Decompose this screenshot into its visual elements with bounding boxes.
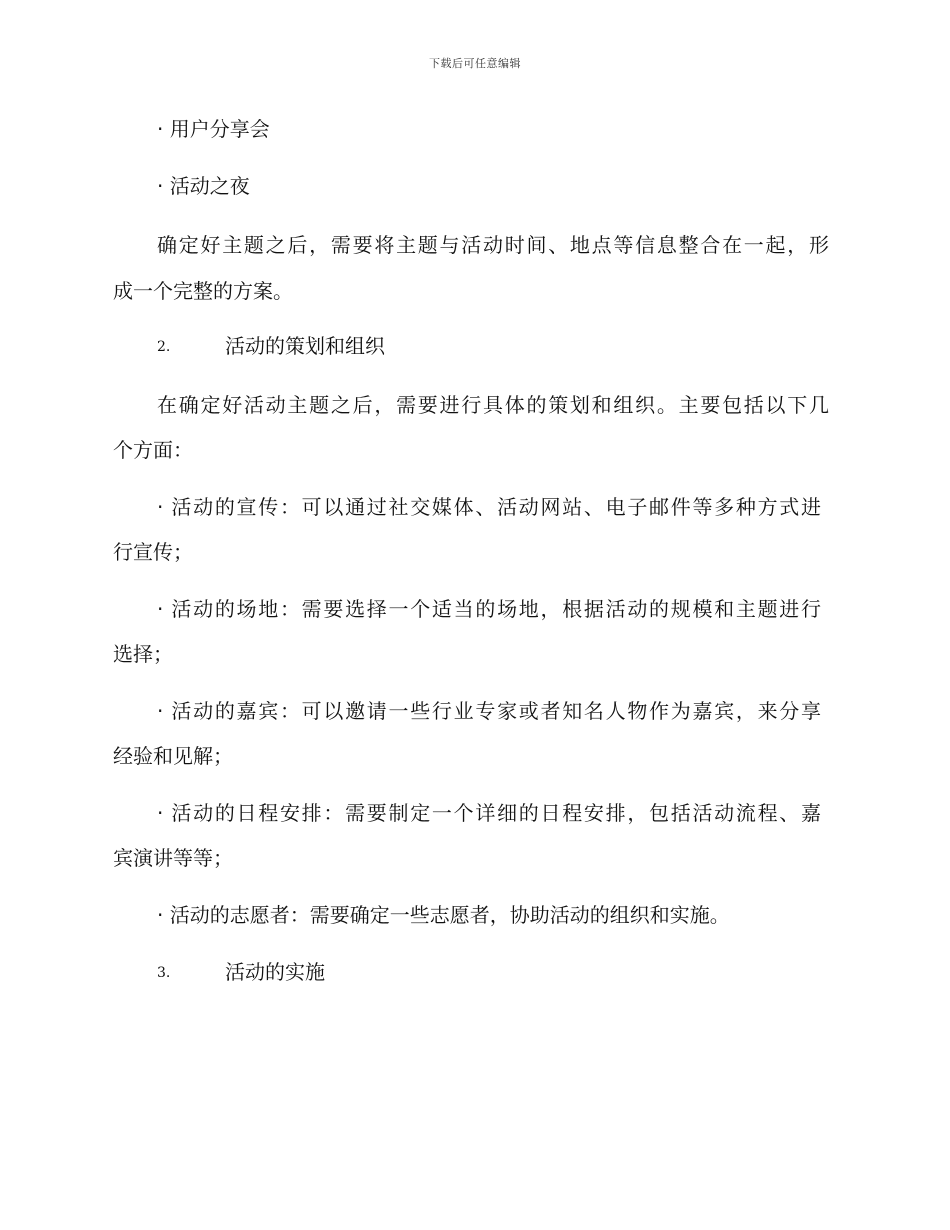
- list-item-line: · 活动的日程安排：需要制定一个详细的日程安排，包括活动流程、嘉: [157, 801, 821, 825]
- list-item-line: · 活动的宣传：可以通过社交媒体、活动网站、电子邮件等多种方式进: [157, 495, 821, 519]
- list-item-line: · 活动的志愿者：需要确定一些志愿者，协助活动的组织和实施。: [157, 903, 730, 927]
- section-number: 2.: [157, 339, 171, 355]
- list-item-line: 选择；: [113, 642, 173, 666]
- list-item-line: · 活动的嘉宾：可以邀请一些行业专家或者知名人物作为嘉宾，来分享: [157, 699, 821, 723]
- list-item-line: 经验和见解；: [113, 744, 233, 768]
- list-item-line: 行宣传；: [113, 540, 193, 564]
- bullet-item: · 用户分享会: [157, 117, 270, 141]
- list-item-line: · 活动的场地：需要选择一个适当的场地，根据活动的规模和主题进行: [157, 597, 821, 621]
- section-title: 活动的策划和组织: [225, 334, 385, 358]
- list-item-line: 宾演讲等等；: [113, 846, 233, 870]
- bullet-item: · 活动之夜: [157, 174, 250, 198]
- paragraph-line: 在确定好活动主题之后，需要进行具体的策划和组织。主要包括以下几: [157, 393, 829, 417]
- paragraph-line: 确定好主题之后，需要将主题与活动时间、地点等信息整合在一起，形: [157, 233, 829, 257]
- section-title: 活动的实施: [225, 960, 325, 984]
- paragraph-line: 成一个完整的方案。: [113, 279, 293, 303]
- page-header: 下载后可任意编辑: [429, 57, 521, 70]
- section-number: 3.: [157, 965, 171, 981]
- paragraph-line: 个方面：: [113, 438, 193, 462]
